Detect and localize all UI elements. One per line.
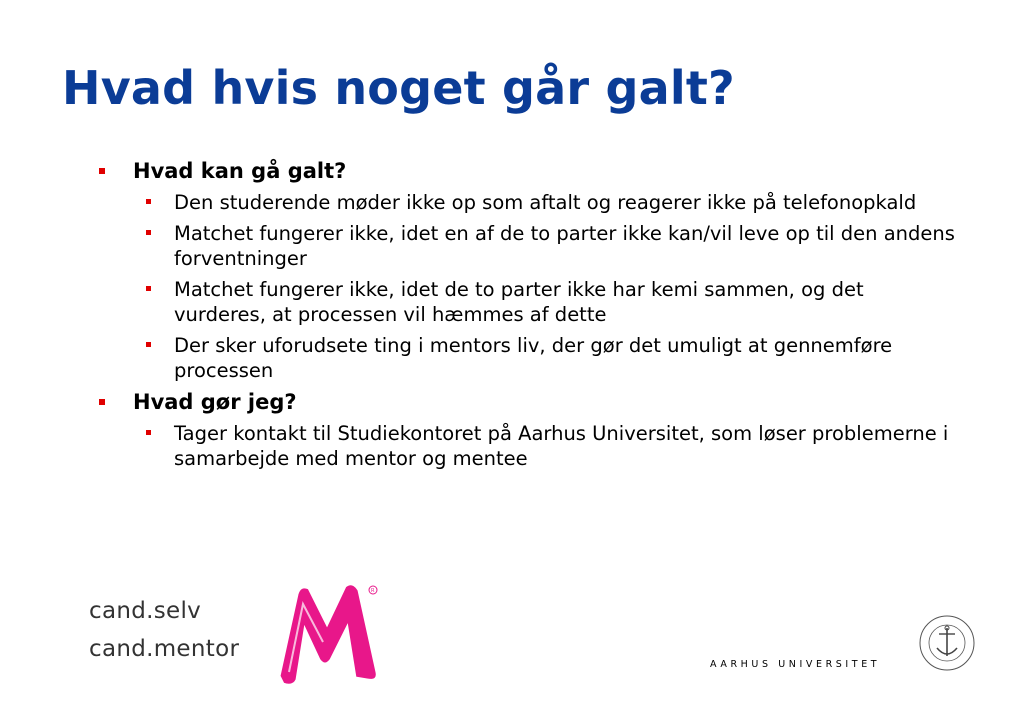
university-seal-icon	[918, 614, 976, 672]
square-bullet-icon	[99, 168, 105, 174]
square-bullet-icon	[146, 286, 151, 291]
what-can-go-wrong-list	[98, 190, 958, 383]
slide-content	[98, 158, 958, 477]
slide-title: Hvad hvis noget går galt?	[62, 61, 735, 115]
list-item: Der sker uforudsete ting i mentors liv, der gør det umuligt at gennemføre processen	[98, 333, 958, 383]
m-logo-icon	[267, 576, 387, 691]
list-item: Tager kontakt til Studiekontoret på Aarhus Universitet, som løser problemerne i samarbejde med mentor og mentee	[98, 421, 958, 471]
logo-line-cand-mentor: cand.mentor	[89, 636, 240, 662]
what-do-i-do-list	[98, 421, 958, 471]
square-bullet-icon	[146, 199, 151, 204]
cand-mentor-logo	[77, 576, 385, 691]
svg-text:R: R	[371, 588, 375, 594]
section-heading-what-do-i-do: Hvad gør jeg?	[98, 389, 958, 415]
university-name: AARHUS UNIVERSITET	[710, 659, 881, 670]
logo-line-cand-selv: cand.selv	[89, 598, 202, 624]
section-heading-what-can-go-wrong: Hvad kan gå galt?	[98, 158, 958, 184]
list-item: Matchet fungerer ikke, idet de to parter ikke har kemi sammen, og det vurderes, at processen vil hæmmes af dette	[98, 277, 958, 327]
list-item: Den studerende møder ikke op som aftalt og reagerer ikke på telefonopkald	[98, 190, 958, 215]
square-bullet-icon	[146, 342, 151, 347]
list-item: Matchet fungerer ikke, idet en af de to parter ikke kan/vil leve op til den andens forventninger	[98, 221, 958, 271]
square-bullet-icon	[146, 230, 151, 235]
square-bullet-icon	[146, 430, 151, 435]
square-bullet-icon	[99, 399, 105, 405]
